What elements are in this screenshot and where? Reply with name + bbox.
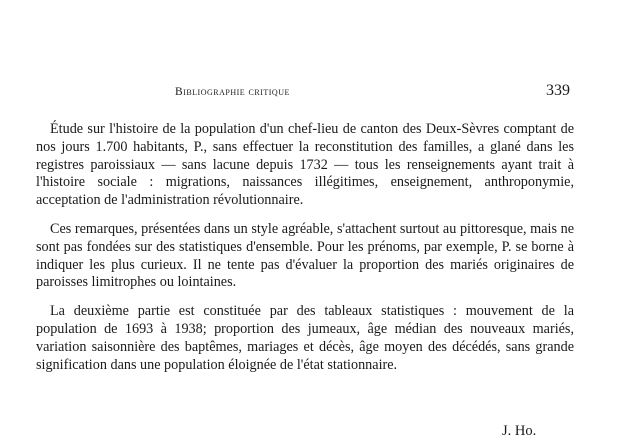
review-body — [36, 121, 574, 385]
paragraph: Étude sur l'histoire de la population d'un chef-lieu de canton des Deux-Sèvres comptant de nos jours 1.700 habitants, P., sans effectuer la reconstitution des familles, a glané dans les registres paroissiaux — sans lacune depuis 1732 — tous les renseignements ayant trait à l'histoire sociale : migrations, naissances illégitimes, enseignement, anthroponymie, acceptation de l'administration révolutionnaire. — [36, 121, 574, 209]
reviewer-signature: J. Ho. — [502, 423, 537, 439]
paragraph: La deuxième partie est constituée par des tableaux statistiques : mouvement de la population de 1693 à 1938; proportion des jumeaux, âge médian des nouveaux mariés, variation saisonnière des baptêmes, mariages et décès, âge moyen des décédés, sans grande signification dans une population éloignée de l'état stationnaire. — [36, 303, 574, 373]
paragraph: Ces remarques, présentées dans un style agréable, s'attachent surtout au pittoresque, mais ne sont pas fondées sur des statistiques d'ensemble. Pour les prénoms, par exemple, P. se borne à indiquer les plus curieux. Il ne tente pas d'évaluer la proportion des mariés originaires de paroisses limitrophes ou lointaines. — [36, 220, 574, 291]
running-head: Bibliographie critique — [175, 86, 290, 98]
page-number: 339 — [546, 82, 570, 99]
